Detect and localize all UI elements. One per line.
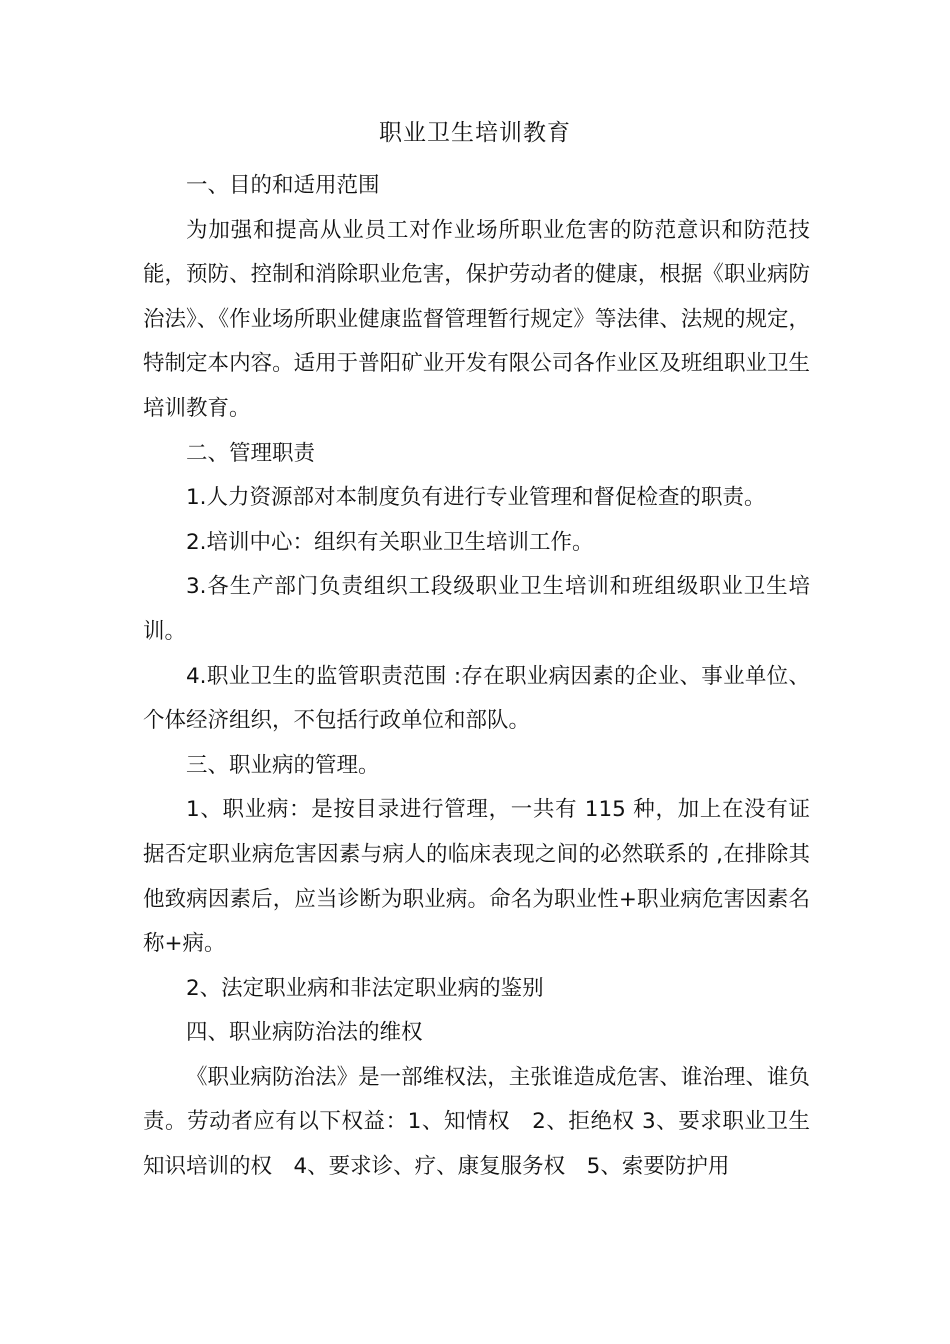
disease-management-item-definition: 1、职业病：是按目录进行管理，一共有 115 种，加上在没有证据否定职业病危害因素与病人的临床表现之间的必然联系的 ,在排除其他致病因素后，应当诊断为职业病。命名为职业性+职业病危害因素名称+病。 — [143, 797, 810, 957]
disease-management-item-identification: 2、法定职业病和非法定职业病的鉴别 — [186, 975, 544, 1001]
section-heading-rights: 四、职业病防治法的维权 — [186, 1020, 423, 1046]
document-body — [143, 164, 810, 1190]
responsibility-item-hr: 1.人力资源部对本制度负有进行专业管理和督促检查的职责。 — [186, 485, 766, 511]
responsibility-item-supervision-scope: 4.职业卫生的监管职责范围 :存在职业病因素的企业、事业单位、个体经济组织，不包括行政单位和部队。 — [143, 663, 810, 734]
rights-paragraph: 《职业病防治法》是一部维权法，主张谁造成危害、谁治理、谁负责。劳动者应有以下权益：1、知情权 2、拒绝权 3、要求职业卫生知识培训的权 4、要求诊、疗、康复服务权 5、索要防护用 — [143, 1064, 810, 1180]
section-heading-purpose-scope: 一、目的和适用范围 — [186, 173, 380, 198]
section-heading-responsibilities: 二、管理职责 — [186, 440, 316, 466]
responsibility-item-training-center: 2.培训中心：组织有关职业卫生培训工作。 — [186, 529, 594, 555]
document-title: 职业卫生培训教育 — [379, 120, 571, 146]
responsibility-item-production-departments: 3.各生产部门负责组织工段级职业卫生培训和班组级职业卫生培训。 — [143, 574, 810, 644]
purpose-scope-paragraph: 为加强和提高从业员工对作业场所职业危害的防范意识和防范技能，预防、控制和消除职业危害，保护劳动者的健康，根据《职业病防治法》、《作业场所职业健康监督管理暂行规定》等法律、法规的规定，特制定本内容。适用于普阳矿业开发有限公司各作业区及班组职业卫生培训教育。 — [143, 217, 810, 421]
section-heading-disease-management: 三、职业病的管理。 — [186, 752, 380, 778]
